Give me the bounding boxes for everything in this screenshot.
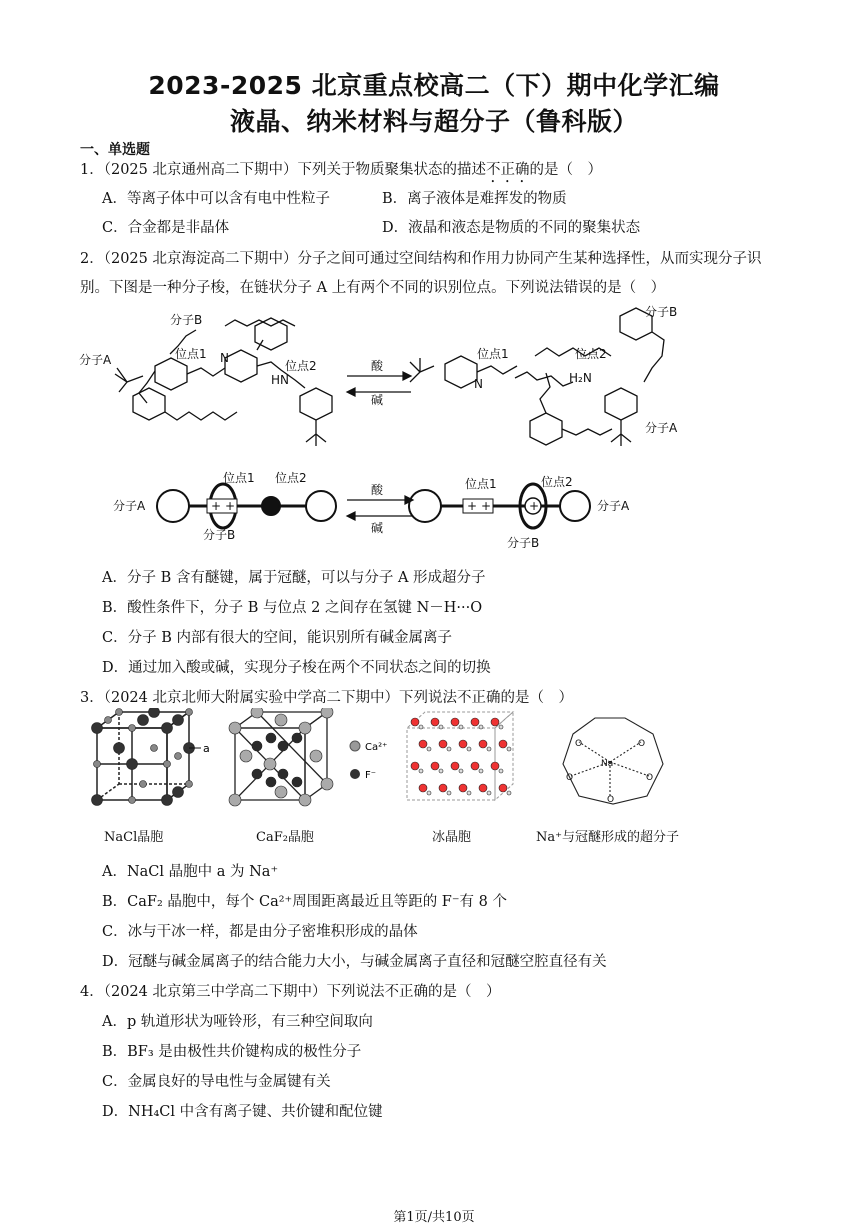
q3-option-c: C．冰与干冰一样，都是由分子密堆积形成的晶体 <box>102 924 418 940</box>
q3-crown-na: Na <box>601 759 614 769</box>
q3-label-ca: Ca²⁺ <box>365 742 388 753</box>
q2-label-hn: HN <box>271 373 289 387</box>
nacl-atom <box>129 797 136 804</box>
q2-label-site2-left: 位点2 <box>285 359 317 373</box>
ice-molecule-atom <box>411 762 419 770</box>
q2-schem-mol-b-right: 分子B <box>507 536 540 550</box>
caf2-atom <box>292 777 302 787</box>
ice-molecule-atom <box>467 791 471 795</box>
nacl-atom <box>175 753 182 760</box>
q2-schem-plus4: + <box>481 499 492 513</box>
ice-molecule-atom <box>499 725 503 729</box>
nacl-atom <box>92 795 103 806</box>
ice-molecule-atom <box>431 718 439 726</box>
nacl-atom <box>140 781 147 788</box>
ice-molecule-atom <box>419 784 427 792</box>
nacl-atom <box>173 715 184 726</box>
q2-molecular-shuttle-figure <box>75 296 795 556</box>
q3-crown-o1: O <box>575 739 583 749</box>
q3-option-a: A．NaCl 晶胞中 a 为 Na⁺ <box>102 864 279 880</box>
q1-stem <box>80 158 602 186</box>
q4-option-d: D．NH₄Cl 中含有离子键、共价键和配位键 <box>102 1104 383 1120</box>
q3-label-a: a <box>203 742 210 755</box>
caf2-atom <box>264 758 276 770</box>
ice-molecule-atom <box>411 718 419 726</box>
q2-label-acid-top: 酸 <box>371 359 384 373</box>
q1-option-c: C．合金都是非晶体 <box>102 220 230 236</box>
nacl-atom <box>127 759 138 770</box>
q2-option-d: D．通过加入酸或碱，实现分子梭在两个不同状态之间的切换 <box>102 660 491 676</box>
q3-crown-o2: O <box>638 739 646 749</box>
q1-stem-emphasis: 不正确 <box>485 162 530 178</box>
q2-label-mol-a-left: 分子A <box>79 353 112 367</box>
nacl-atom <box>162 795 173 806</box>
q2-schem-acid: 酸 <box>371 483 384 497</box>
q2-schem-plus1: + <box>211 499 222 513</box>
q4-option-c: C．金属良好的导电性与金属键有关 <box>102 1074 331 1090</box>
q2-schem-site2-left: 位点2 <box>275 471 307 485</box>
caf2-atom <box>266 733 276 743</box>
ice-molecule-atom <box>499 784 507 792</box>
ice-molecule-atom <box>447 747 451 751</box>
ice-molecule-atom <box>471 762 479 770</box>
caf2-atom <box>252 741 262 751</box>
q3-option-d: D．冠醚与碱金属离子的结合能力大小，与碱金属离子直径和冠醚空腔直径有关 <box>102 954 607 970</box>
caf2-atom <box>278 741 288 751</box>
caf2-atom <box>266 777 276 787</box>
page-footer: 第1页/共10页 <box>393 1210 475 1225</box>
q1-option-d: D．液晶和液态是物质的不同的聚集状态 <box>382 220 641 236</box>
ice-molecule-atom <box>479 725 483 729</box>
ice-molecule-atom <box>479 740 487 748</box>
q2-stem-line2: 别。下图是一种分子梭，在链状分子 A 上有两个不同的识别位点。下列说法错误的是（ ） <box>80 280 666 296</box>
ice-molecule-atom <box>479 769 483 773</box>
q2-label-site1-left: 位点1 <box>175 347 207 361</box>
q2-schem-site2-right: 位点2 <box>541 475 573 489</box>
q2-label-nplus-right: N <box>474 377 483 391</box>
nacl-atom <box>173 787 184 798</box>
ice-molecule-atom <box>459 769 463 773</box>
q3-crown-o3: O <box>566 773 574 783</box>
caf2-atom <box>299 722 311 734</box>
ice-molecule-atom <box>487 791 491 795</box>
nacl-atom <box>151 745 158 752</box>
ice-molecule-atom <box>491 762 499 770</box>
q2-option-c: C．分子 B 内部有很大的空间，能识别所有碱金属离子 <box>102 630 452 646</box>
section-heading: 一、单选题 <box>80 142 150 158</box>
q2-label-base-top: 碱 <box>371 393 384 407</box>
ice-molecule-atom <box>459 740 467 748</box>
q3-caption-crown: Na⁺与冠醚形成的超分子 <box>536 830 679 845</box>
q2-schem-mol-a-right: 分子A <box>597 499 630 513</box>
nacl-atom <box>186 781 193 788</box>
ice-molecule-atom <box>419 740 427 748</box>
q2-schem-plus2: + <box>225 499 236 513</box>
ice-molecule-atom <box>459 725 463 729</box>
caf2-atom <box>299 794 311 806</box>
q1-option-b: B．离子液体是难挥发的物质 <box>382 191 567 207</box>
caf2-atom <box>275 786 287 798</box>
q3-crystal-figures <box>85 708 705 818</box>
caf2-atom <box>275 714 287 726</box>
ice-molecule-atom <box>467 747 471 751</box>
q3-crown-o4: O <box>646 773 654 783</box>
q2-label-mol-b-left: 分子B <box>170 313 203 327</box>
caf2-atom <box>278 769 288 779</box>
q1-option-a: A．等离子体中可以含有电中性粒子 <box>102 191 330 207</box>
caf2-atom <box>252 769 262 779</box>
nacl-atom <box>129 725 136 732</box>
ice-molecule-atom <box>451 762 459 770</box>
ice-molecule-atom <box>491 718 499 726</box>
nacl-atom <box>186 709 193 716</box>
q2-schem-plus3: + <box>467 499 478 513</box>
nacl-atom <box>162 723 173 734</box>
q2-option-a: A．分子 B 含有醚键，属于冠醚，可以与分子 A 形成超分子 <box>102 570 486 586</box>
q2-label-mol-b-right: 分子B <box>645 305 678 319</box>
q3-caption-caf2: CaF₂晶胞 <box>256 830 314 845</box>
q2-schem-site1-left: 位点1 <box>223 471 255 485</box>
ice-molecule-atom <box>439 784 447 792</box>
ice-molecule-atom <box>507 747 511 751</box>
q3-crown-o5: O <box>607 795 615 805</box>
nacl-atom <box>149 708 160 718</box>
q3-caption-nacl: NaCl晶胞 <box>104 830 164 845</box>
caf2-atom <box>229 722 241 734</box>
ice-molecule-atom <box>499 740 507 748</box>
ice-molecule-atom <box>419 725 423 729</box>
nacl-atom <box>105 717 112 724</box>
q4-option-b: B．BF₃ 是由极性共价键构成的极性分子 <box>102 1044 362 1060</box>
q3-label-f: F⁻ <box>365 770 377 781</box>
q2-label-nplus-left: N <box>220 351 229 365</box>
caf2-atom <box>251 708 263 718</box>
caf2-atom <box>229 794 241 806</box>
nacl-atom <box>164 761 171 768</box>
nacl-atom <box>138 715 149 726</box>
ice-molecule-atom <box>471 718 479 726</box>
doc-title-line1: 2023-2025 北京重点校高二（下）期中化学汇编 <box>148 71 720 100</box>
q2-label-site2-right: 位点2 <box>575 347 607 361</box>
ice-molecule-atom <box>427 747 431 751</box>
q2-schem-site1-right: 位点1 <box>465 477 497 491</box>
caf2-atom <box>321 708 333 718</box>
caf2-atom <box>310 750 322 762</box>
ice-molecule-atom <box>439 725 443 729</box>
q2-label-mol-a-right: 分子A <box>645 421 678 435</box>
q1-stem-post: 的是（ ） <box>529 162 602 178</box>
q1-stem-pre: 1．（2025 北京通州高二下期中）下列关于物质聚集状态的描述 <box>80 162 486 178</box>
q2-schem-base: 碱 <box>371 521 384 535</box>
q4-option-a: A．p 轨道形状为哑铃形，有三种空间取向 <box>102 1014 373 1030</box>
nacl-atom <box>92 723 103 734</box>
ice-molecule-atom <box>431 762 439 770</box>
ice-molecule-atom <box>447 791 451 795</box>
ice-molecule-atom <box>439 769 443 773</box>
q2-schem-mol-b-left: 分子B <box>203 528 236 542</box>
q3-stem: 3．（2024 北京北师大附属实验中学高二下期中）下列说法不正确的是（ ） <box>80 690 573 706</box>
ice-molecule-atom <box>459 784 467 792</box>
doc-title-line2: 液晶、纳米材料与超分子（鲁科版） <box>229 107 638 136</box>
q2-label-site1-right: 位点1 <box>477 347 509 361</box>
ice-molecule-atom <box>499 769 503 773</box>
q2-schem-plus5: + <box>529 499 540 513</box>
ice-molecule-atom <box>439 740 447 748</box>
q2-schem-mol-a-left: 分子A <box>113 499 146 513</box>
caf2-atom <box>240 750 252 762</box>
q2-stem-line1: 2．（2025 北京海淀高二下期中）分子之间可通过空间结构和作用力协同产生某种选择性，从而实现分子识 <box>80 251 762 267</box>
ice-molecule-atom <box>479 784 487 792</box>
nacl-atom <box>114 743 125 754</box>
ice-molecule-atom <box>487 747 491 751</box>
caf2-atom <box>292 733 302 743</box>
q2-option-b: B．酸性条件下，分子 B 与位点 2 之间存在氢键 N－H···O <box>102 600 483 616</box>
nacl-atom <box>116 709 123 716</box>
ice-molecule-atom <box>419 769 423 773</box>
nacl-atom <box>94 761 101 768</box>
ice-molecule-atom <box>427 791 431 795</box>
q3-option-b: B．CaF₂ 晶胞中，每个 Ca²⁺周围距离最近且等距的 F⁻有 8 个 <box>102 894 507 910</box>
caf2-atom <box>321 778 333 790</box>
q3-caption-ice: 冰晶胞 <box>432 830 472 845</box>
ice-molecule-atom <box>451 718 459 726</box>
ice-molecule-atom <box>507 791 511 795</box>
q2-label-h2n: H₂N <box>569 371 592 385</box>
q4-stem: 4．（2024 北京第三中学高二下期中）下列说法不正确的是（ ） <box>80 984 501 1000</box>
